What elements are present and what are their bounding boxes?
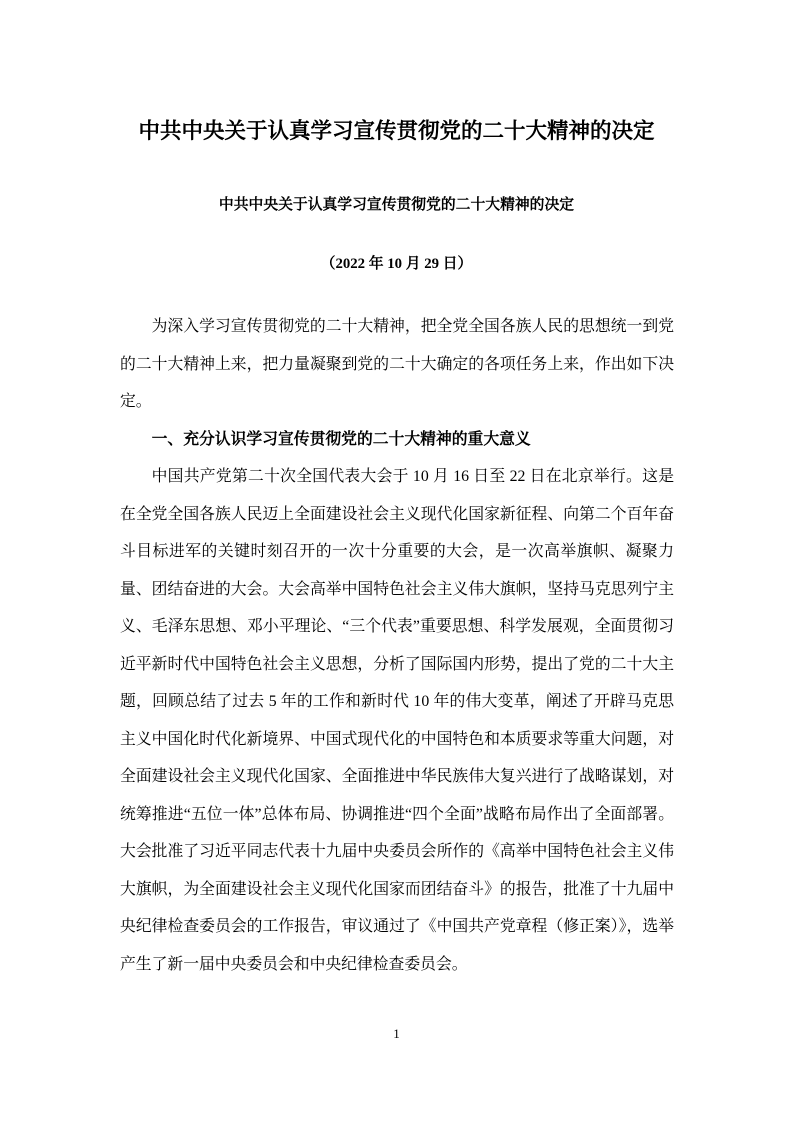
- paragraph-section-1-body: 中国共产党第二十次全国代表大会于 10 月 16 日至 22 日在北京举行。这是在全党全国各族人民迈上全面建设社会主义现代化国家新征程、向第二个百年奋斗目标进军的关键时刻召开的一次十分重要的大会，是一次高举旗帜、凝聚力量、团结奋进的大会。大会高举中国特色社会主义伟大旗帜，坚持马克思列宁主义、毛泽东思想、邓小平理论、“三个代表”重要思想、科学发展观，全面贯彻习近平新时代中国特色社会主义思想，分析了国际国内形势，提出了党的二十大主题，回顾总结了过去 5 年的工作和新时代 10 年的伟大变革，阐述了开辟马克思主义中国化时代化新境界、中国式现代化的中国特色和本质要求等重大问题，对全面建设社会主义现代化国家、全面推进中华民族伟大复兴进行了战略谋划，对统筹推进“五位一体”总体布局、协调推进“四个全面”战略布局作出了全面部署。大会批准了习近平同志代表十九届中央委员会所作的《高举中国特色社会主义伟大旗帜，为全面建设社会主义现代化国家而团结奋斗》的报告，批准了十九届中央纪律检查委员会的工作报告，审议通过了《中国共产党章程（修正案）》，选举产生了新一届中央委员会和中央纪律检查委员会。: [120, 468, 674, 973]
- document-inner-title: 中共中央关于认真学习宣传贯彻党的二十大精神的决定: [218, 197, 575, 213]
- document-main-title: 中共中央关于认真学习宣传贯彻党的二十大精神的决定: [138, 119, 655, 143]
- section-heading-1: 一、充分认识学习宣传贯彻党的二十大精神的重大意义: [151, 430, 531, 448]
- document-date-line: （2022 年 10 月 29 日）: [320, 256, 473, 272]
- document-body: [120, 308, 674, 983]
- paragraph-intro: 为深入学习宣传贯彻党的二十大精神，把全党全国各族人民的思想统一到党的二十大精神上来，把力量凝聚到党的二十大确定的各项任务上来，作出如下决定。: [120, 318, 674, 410]
- page-number: 1: [393, 1026, 400, 1041]
